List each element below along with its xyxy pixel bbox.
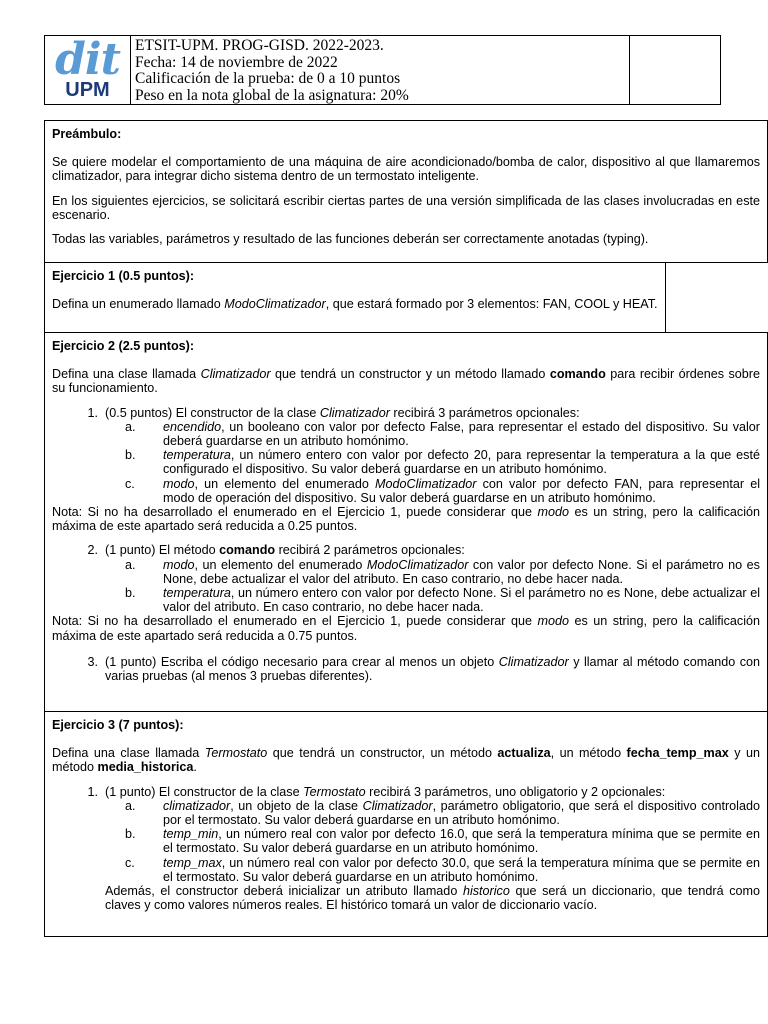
- info-line-1: ETSIT-UPM. PROG-GISD. 2022-2023.: [135, 37, 384, 54]
- grade-box: [630, 36, 720, 104]
- section-ejercicio-1: [44, 262, 666, 333]
- ej3-item-1: 1. (1 punto) El constructor de la clase Termostato recibirá 3 parámetros, uno obligatorio y 2 opcionales:: [87, 784, 666, 799]
- ej3-item-1a: a. climatizador, un objeto de la clase Climatizador, parámetro obligatorio, que será el dispositivo controlado por el termostato. Su valor deberá guardarse en un atributo homónimo.: [125, 798, 760, 828]
- ej3-intro: Defina una clase llamada Termostato que tendrá un constructor, un método actualiza, un método fecha_temp_max y un método media_historica.: [52, 746, 760, 775]
- section-preambulo: [44, 120, 768, 263]
- ej2-note-2: Nota: Si no ha desarrollado el enumerado en el Ejercicio 1, puede considerar que modo es un string, pero la calificación máxima de este apartado será reducida a 0.75 puntos.: [52, 614, 760, 643]
- info-line-2: Fecha: 14 de noviembre de 2022: [135, 53, 338, 71]
- ej3-item-1c: c. temp_max, un número real con valor por defecto 30.0, que será la temperatura mínima que se permite en el termostato. Su valor deberá guardarse en un atributo homónimo.: [125, 855, 760, 884]
- ej2-title: Ejercicio 2 (2.5 puntos):: [52, 339, 195, 353]
- preambulo-p1: Se quiere modelar el comportamiento de una máquina de aire acondicionado/bomba de calor, dispositivo al que llamaremos climatizador, para integrar dicho sistema dentro de un termostato inteligente.: [52, 155, 760, 184]
- ej2-item-1: 1. (0.5 puntos) El constructor de la clase Climatizador recibirá 3 parámetros opcionales:: [87, 405, 580, 420]
- ej2-item-1c: c. modo, un elemento del enumerado ModoClimatizador con valor por defecto FAN, para representar el modo de operación del dispositivo. Su valor deberá guardarse en un atributo homónimo.: [125, 476, 760, 505]
- ej2-item-1b: b. temperatura, un número entero con valor por defecto 20, para representar la temperatura a la que esté configurado el dispositivo. Su valor deberá guardarse en un atributo homónimo.: [125, 448, 760, 477]
- section-ejercicio-2: [44, 332, 768, 712]
- ej3-title: Ejercicio 3 (7 puntos):: [52, 718, 184, 732]
- preambulo-p3: Todas las variables, parámetros y resultado de las funciones deberán ser correctamente anotadas (typing).: [52, 232, 649, 247]
- logo-upm-text: UPM: [65, 79, 110, 101]
- ej2-item-2: 2. (1 punto) El método comando recibirá 2 parámetros opcionales:: [87, 543, 465, 558]
- ej1-title: Ejercicio 1 (0.5 puntos):: [52, 269, 195, 283]
- ej2-note-1: Nota: Si no ha desarrollado el enumerado en el Ejercicio 1, puede considerar que modo es un string, pero la calificación máxima de este apartado será reducida a 0.25 puntos.: [52, 505, 760, 534]
- ej3-extra: Además, el constructor deberá inicializar un atributo llamado historico que será un diccionario, que tendrá como claves y como valores números reales. El histórico tomará un valor de diccionario vacío.: [105, 884, 760, 913]
- ej3-item-1b: b. temp_min, un número real con valor por defecto 16.0, que será la temperatura mínima que se permite en el termostato. Su valor deberá guardarse en un atributo homónimo.: [125, 827, 760, 856]
- logo-dit-text: dit: [55, 34, 120, 85]
- ej2-intro: Defina una clase llamada Climatizador que tendrá un constructor y un método llamado comando para recibir órdenes sobre su funcionamiento.: [52, 367, 760, 396]
- exam-header: [44, 35, 721, 105]
- exam-info: [131, 36, 630, 104]
- section-ejercicio-3: [44, 711, 768, 937]
- info-line-3: Calificación de la prueba: de 0 a 10 puntos: [135, 70, 401, 87]
- ej2-item-2a: a. modo, un elemento del enumerado ModoClimatizador con valor por defecto None. Si el parámetro no es None, debe actualizar el valor del atributo. En caso contrario, no debe hacer nada.: [125, 557, 760, 586]
- ej2-item-2b: b. temperatura, un número entero con valor por defecto None. Si el parámetro no es None, debe actualizar el valor del atributo. En caso contrario, no debe hacer nada.: [125, 586, 760, 615]
- dit-upm-logo: [45, 36, 131, 104]
- preambulo-p2: En los siguientes ejercicios, se solicitará escribir ciertas partes de una versión simplificada de las clases involucradas en este escenario.: [52, 193, 760, 222]
- ej2-item-3: 3. (1 punto) Escriba el código necesario para crear al menos un objeto Climatizador y llamar al método comando con varias pruebas (al menos 3 pruebas diferentes).: [87, 654, 761, 684]
- info-line-4: Peso en la nota global de la asignatura: 20%: [135, 86, 409, 104]
- ej2-item-1a: a. encendido, un booleano con valor por defecto False, para representar el estado del dispositivo. Su valor deberá guardarse en un atributo homónimo.: [125, 419, 760, 449]
- preambulo-title: Preámbulo:: [52, 127, 122, 141]
- ej1-text: Defina un enumerado llamado ModoClimatizador, que estará formado por 3 elementos: FAN, COOL y HEAT.: [52, 297, 658, 312]
